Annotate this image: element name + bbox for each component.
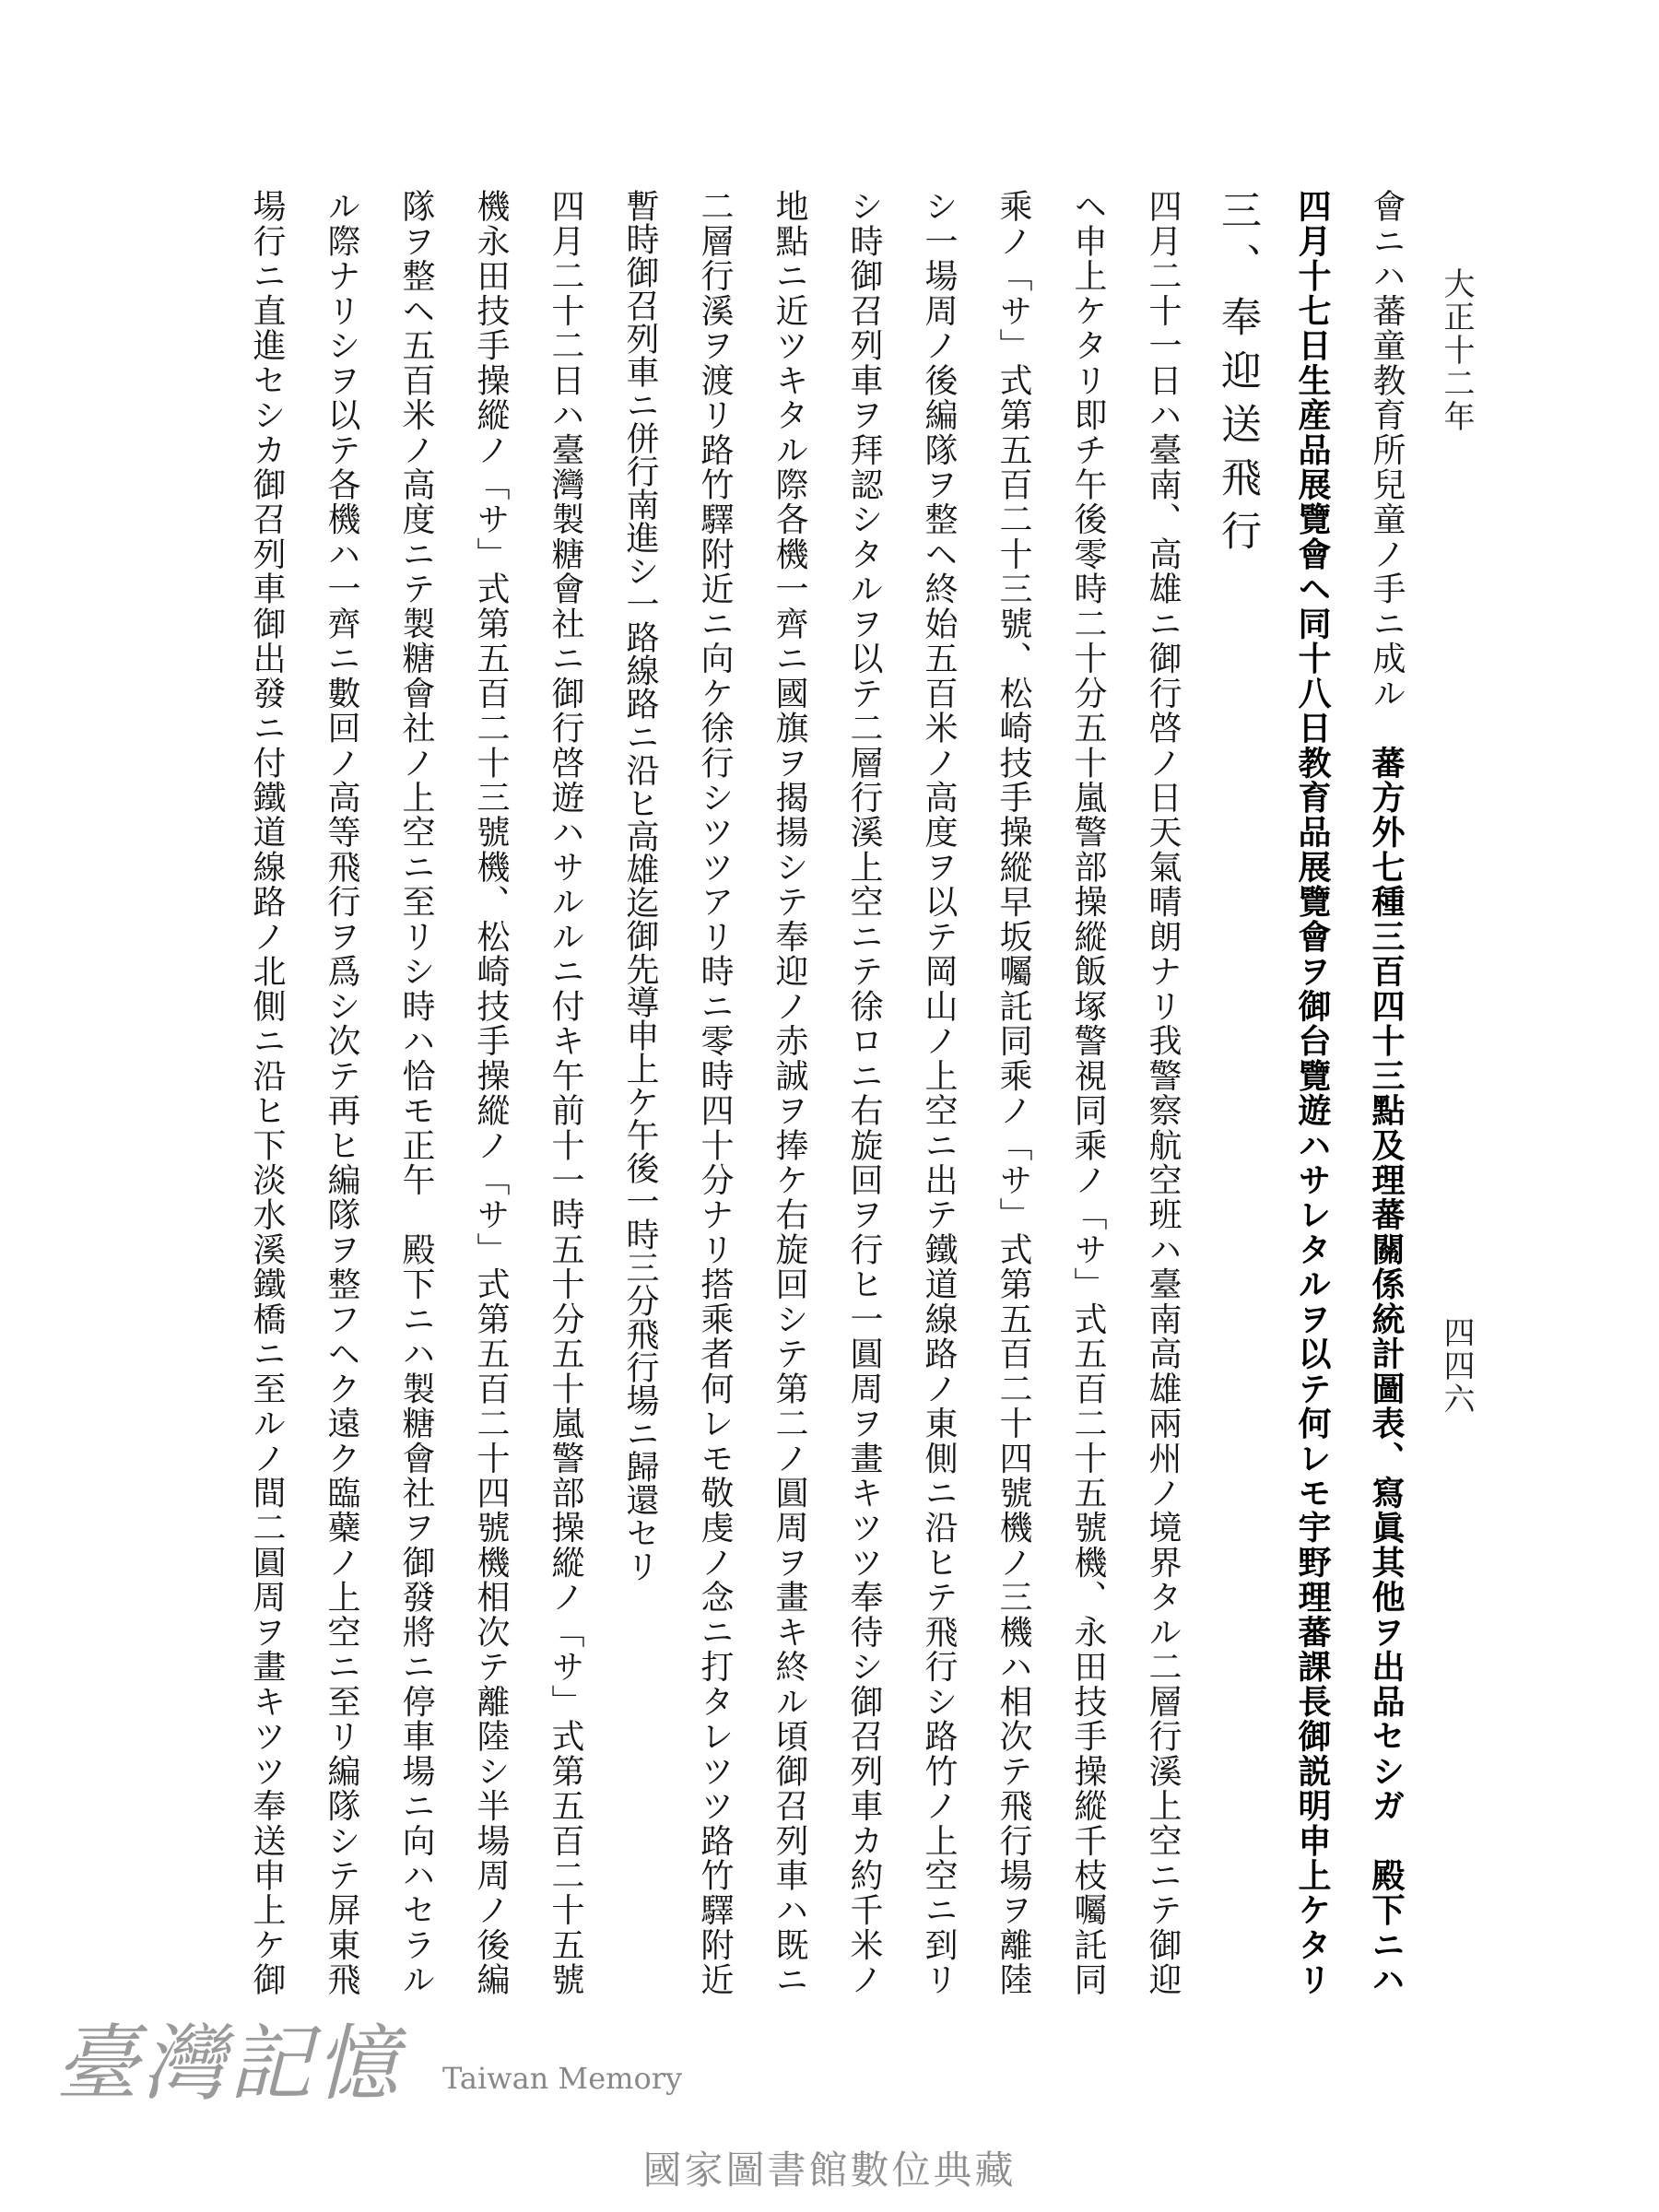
text-column-2: 四月十七日生産品展覽會ヘ同十八日教育品展覽會ヲ御台覽遊ハサレタルヲ以テ何レモ宇野理蕃課長御説明申上ケタリ [1293, 189, 1332, 1995]
text-column-1 [1349, 189, 1424, 1995]
watermark-logo-text: 臺灣記憶 [55, 2016, 402, 2112]
taiwan-memory-watermark [55, 2014, 719, 2124]
text-segment-bold: 蕃方外七種三百四十三點及理蕃關係統計圖表、寫眞其他ヲ出品セシガ 殿下ニハ [1367, 710, 1406, 1996]
running-header-year: 大正十二年 [1438, 267, 1475, 433]
section-heading: 三、奉迎送飛行 [1214, 189, 1261, 563]
text-segment: 會ニハ蕃童教育所兒童ノ手ニ成ル [1368, 189, 1406, 711]
text-column-16: 場行ニ直進セシカ御召列車御出發ニ付鐵道線路ノ北側ニ沿ヒ下淡水溪鐵橋ニ至ルノ間二圓周ヲ畫キツツ奉送申上ケ御 [248, 189, 286, 1995]
text-column-14: 隊ヲ整ヘ五百米ノ高度ニテ製糖會社ノ上空ニ至リシ時ハ恰モ正午 殿下ニハ製糖會社ヲ御發將ニ停車場ニ向ハセラル [397, 189, 435, 1995]
page-number: 四四六 [1438, 1316, 1475, 1416]
text-column-13: 機永田技手操縱ノ「サ」式第五百二十三號機、松崎技手操縱ノ「サ」式第五百二十四號機相次テ離陸シ半場周ノ後編 [472, 189, 510, 1995]
text-column-6: 乘ノ「サ」式第五百二十三號、松崎技手操縱早坂囑託同乘ノ「サ」式第五百二十四號機ノ三機ハ相次テ飛行場ヲ離陸 [994, 189, 1032, 1995]
text-column-10: 二層行溪ヲ渡リ路竹驛附近ニ向ケ徐行シツツアリ時ニ零時四十分ナリ搭乘者何レモ敬虔ノ念ニ打タレツツ路竹驛附近 [696, 189, 734, 1995]
footer-collection-credit: 國家圖書館數位典藏 [642, 2147, 1017, 2193]
text-column-4: 四月二十一日ハ臺南、高雄ニ御行啓ノ日天氣晴朗ナリ我警察航空班ハ臺南高雄兩州ノ境界タル二層行溪上空ニテ御迎 [1144, 189, 1182, 1995]
text-column-15: ル際ナリシヲ以テ各機ハ一齊ニ數回ノ高等飛行ヲ爲シ次テ再ヒ編隊ヲ整フヘク遠ク臨蘗ノ上空ニ至リ編隊シテ屏東飛 [323, 189, 360, 1995]
vertical-text-body [229, 189, 1424, 1995]
text-column-12: 四月二十二日ハ臺灣製糖會社ニ御行啓遊ハサルルニ付キ午前十一時五十分五十嵐警部操縱ノ「サ」式第五百二十五號 [547, 189, 584, 1995]
text-column-8: シ時御召列車ヲ拜認シタルヲ以テ二層行溪上空ニテ徐ロニ右旋回ヲ行ヒ一圓周ヲ畫キツツ奉待シ御召列車カ約千米ノ [845, 189, 883, 1995]
text-column-5: ヘ申上ケタリ即チ午後零時二十分五十嵐警部操縱飯塚警視同乘ノ「サ」式五百二十五號機、永田技手操縱千枝囑託同 [1069, 189, 1107, 1995]
text-column-9: 地點ニ近ツキタル際各機一齊ニ國旗ヲ揭揚シテ奉迎ノ赤誠ヲ捧ケ右旋回シテ第二ノ圓周ヲ畫キ終ル頃御召列車ハ既ニ [771, 189, 808, 1995]
text-column-7: シ一場周ノ後編隊ヲ整ヘ終始五百米ノ高度ヲ以テ岡山ノ上空ニ出テ鐵道線路ノ東側ニ沿ヒテ飛行シ路竹ノ上空ニ到リ [920, 189, 958, 1995]
watermark-latin-text: Taiwan Memory [442, 2061, 683, 2096]
text-column-11: 暫時御召列車ニ併行南進シ一路線路ニ沿ヒ高雄迄御先導申上ケ午後一時三分飛行場ニ歸還セリ [621, 189, 659, 1583]
